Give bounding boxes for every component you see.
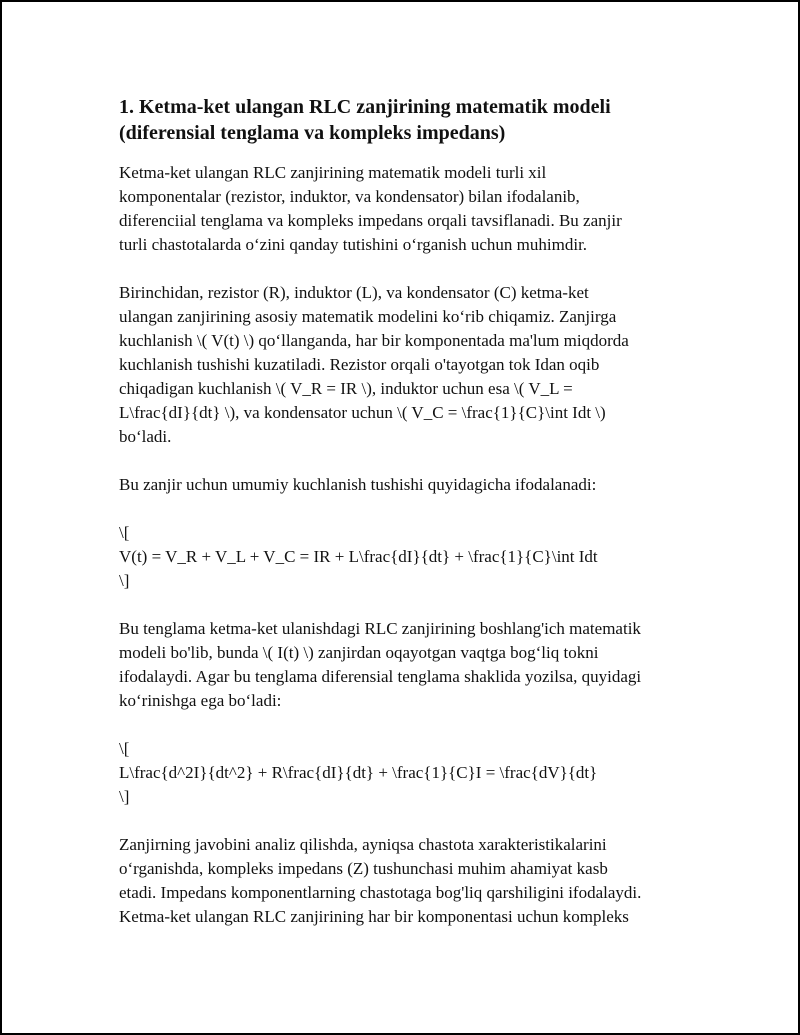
document-content [119,94,695,953]
paragraph-intro [119,161,695,257]
text-line: Birinchidan, rezistor (R), induktor (L), va kondensator (C) ketma-ket [119,283,589,302]
text-line: bo‘ladi. [119,427,172,446]
text-line: modeli bo'lib, bunda \( I(t) \) zanjirdan oqayotgan vaqtga bog‘liq tokni [119,643,599,662]
text-line: diferenciial tenglama va kompleks impedans orqali tavsiflanadi. Bu zanjir [119,211,622,230]
equation-line: L\frac{d^2I}{dt^2} + R\frac{dI}{dt} + \frac{1}{C}I = \frac{dV}{dt} [119,763,598,782]
text-line: turli chastotalarda o‘zini qanday tutishini o‘rganish uchun muhimdir. [119,235,588,254]
equation-line: \[ [119,739,130,758]
text-line: o‘rganishda, kompleks impedans (Z) tushunchasi muhim ahamiyat kasb [119,859,608,878]
equation-differential [119,737,695,809]
paragraph-differential [119,617,695,713]
paragraph-impedance [119,833,695,929]
equation-voltage-sum [119,521,695,593]
text-line: kuchlanish tushishi kuzatiladi. Rezistor orqali o'tayotgan tok Idan oqib [119,355,600,374]
equation-line: V(t) = V_R + V_L + V_C = IR + L\frac{dI}{dt} + \frac{1}{C}\int Idt [119,547,598,566]
text-line: etadi. Impedans komponentlarning chastotaga bog'liq qarshiligini ifodalaydi. [119,883,642,902]
paragraph-total-voltage [119,473,695,497]
text-line: Ketma-ket ulangan RLC zanjirining matematik modeli turli xil [119,163,547,182]
text-line: Zanjirning javobini analiz qilishda, ayniqsa chastota xarakteristikalarini [119,835,607,854]
text-line: komponentalar (rezistor, induktor, va kondensator) bilan ifodalanib, [119,187,580,206]
text-line: ko‘rinishga ega bo‘ladi: [119,691,282,710]
text-line: ifodalaydi. Agar bu tenglama diferensial tenglama shaklida yozilsa, quyidagi [119,667,642,686]
paragraph-components [119,281,695,449]
section-heading [119,94,695,146]
text-line: kuchlanish \( V(t) \) qo‘llanganda, har bir komponentada ma'lum miqdorda [119,331,629,350]
text-line: L\frac{dI}{dt} \), va kondensator uchun \( V_C = \frac{1}{C}\int Idt \) [119,403,606,422]
equation-line: \] [119,571,130,590]
equation-line: \[ [119,523,130,542]
equation-line: \] [119,787,130,806]
text-line: ulangan zanjirining asosiy matematik modelini ko‘rib chiqamiz. Zanjirga [119,307,617,326]
text-line: Ketma-ket ulangan RLC zanjirining har bir komponentasi uchun kompleks [119,907,629,926]
text-line: Bu zanjir uchun umumiy kuchlanish tushishi quyidagicha ifodalanadi: [119,475,597,494]
text-line: Bu tenglama ketma-ket ulanishdagi RLC zanjirining boshlang'ich matematik [119,619,641,638]
heading-line: 1. Ketma-ket ulangan RLC zanjirining matematik modeli [119,96,611,118]
text-line: chiqadigan kuchlanish \( V_R = IR \), induktor uchun esa \( V_L = [119,379,573,398]
heading-line: (diferensial tenglama va kompleks impedans) [119,122,506,144]
